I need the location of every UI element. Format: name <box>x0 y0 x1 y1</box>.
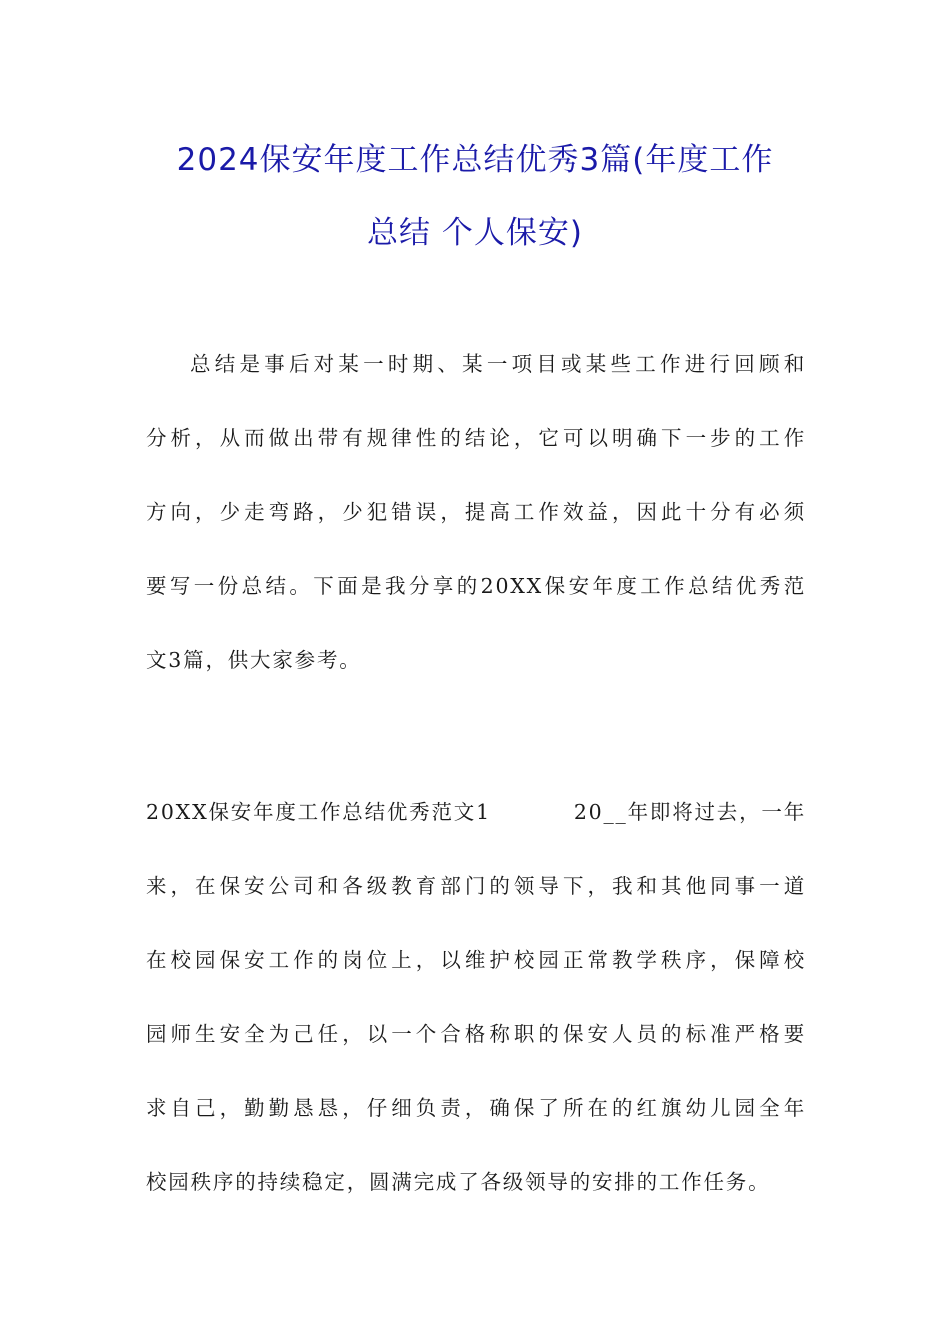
intro-line: 分析，从而做出带有规律性的结论，它可以明确下一步的工作 <box>146 426 806 450</box>
section-1-line: 来，在保安公司和各级教育部门的领导下，我和其他同事一道 <box>146 874 806 898</box>
section-1-first-text: 20__年即将过去，一年 <box>573 800 806 824</box>
section-1-line: 园师生安全为己任，以一个合格称职的保安人员的标准严格要 <box>146 1022 806 1046</box>
section-1-heading: 20XX保安年度工作总结优秀范文1 <box>146 800 491 824</box>
document-title-line-1: 2024保安年度工作总结优秀3篇(年度工作 <box>176 142 774 178</box>
section-1-first-line <box>146 795 806 825</box>
section-1-line: 校园秩序的持续稳定，圆满完成了各级领导的安排的工作任务。 <box>146 1170 771 1194</box>
intro-line: 文3篇，供大家参考。 <box>146 648 362 672</box>
section-1-line: 求自己，勤勤恳恳，仔细负责，确保了所在的红旗幼儿园全年 <box>146 1096 806 1120</box>
intro-line: 要写一份总结。下面是我分享的20XX保安年度工作总结优秀范 <box>146 574 806 598</box>
document-title-line-2: 总结 个人保安) <box>367 215 583 251</box>
intro-line: 总结是事后对某一时期、某一项目或某些工作进行回顾和 <box>190 352 806 376</box>
intro-line: 方向，少走弯路，少犯错误，提高工作效益，因此十分有必须 <box>146 500 806 524</box>
section-1-line: 在校园保安工作的岗位上，以维护校园正常教学秩序，保障校 <box>146 948 806 972</box>
